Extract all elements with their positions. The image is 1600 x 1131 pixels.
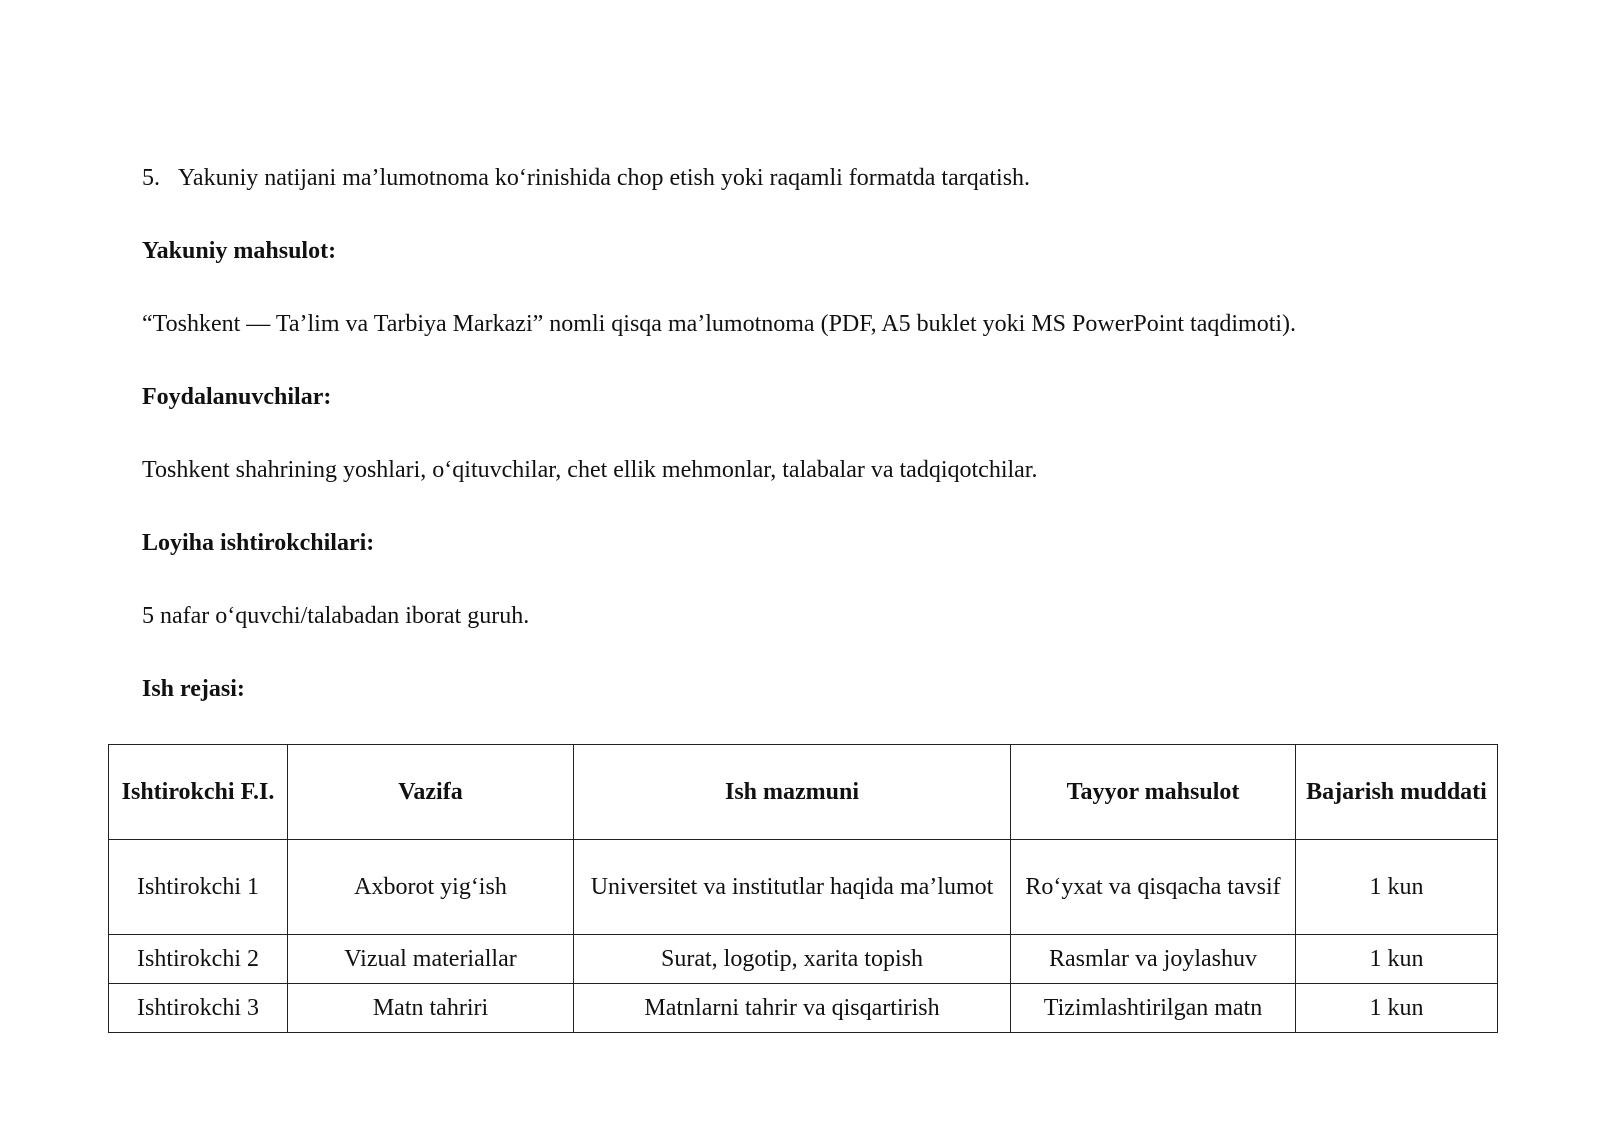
final-product-heading: Yakuniy mahsulot: [142, 238, 337, 264]
participants-heading: Loyiha ishtirokchilari: [142, 530, 375, 556]
header-task: Vazifa [288, 745, 574, 840]
table-row [109, 840, 1498, 935]
cell-content: Surat, logotip, xarita topish [574, 935, 1011, 984]
cell-content: Universitet va institutlar haqida ma’lumot [574, 840, 1011, 935]
cell-participant: Ishtirokchi 1 [109, 840, 288, 935]
table-header-row [109, 745, 1498, 840]
cell-product: Ro‘yxat va qisqacha tavsif [1011, 840, 1296, 935]
cell-product: Rasmlar va joylashuv [1011, 935, 1296, 984]
list-item-number: 5. [142, 165, 160, 191]
list-item-text: Yakuniy natijani ma’lumotnoma ko‘rinishida chop etish yoki raqamli formatda tarqatish. [178, 165, 1031, 191]
cell-deadline: 1 kun [1296, 840, 1498, 935]
table-row [109, 935, 1498, 984]
cell-task: Matn tahriri [288, 984, 574, 1033]
list-item-5 [142, 163, 1030, 193]
cell-deadline: 1 kun [1296, 935, 1498, 984]
cell-participant: Ishtirokchi 3 [109, 984, 288, 1033]
users-text: Toshkent shahrining yoshlari, o‘qituvchilar, chet ellik mehmonlar, talabalar va tadqiqotchilar. [142, 457, 1038, 483]
users-heading: Foydalanuvchilar: [142, 384, 332, 410]
header-content: Ish mazmuni [574, 745, 1011, 840]
cell-task: Axborot yig‘ish [288, 840, 574, 935]
table-row [109, 984, 1498, 1033]
cell-participant: Ishtirokchi 2 [109, 935, 288, 984]
header-deadline: Bajarish muddati [1296, 745, 1498, 840]
final-product-text: “Toshkent — Ta’lim va Tarbiya Markazi” nomli qisqa ma’lumotnoma (PDF, A5 buklet yoki MS PowerPoint taqdimoti). [142, 311, 1297, 337]
cell-content: Matnlarni tahrir va qisqartirish [574, 984, 1011, 1033]
cell-task: Vizual materiallar [288, 935, 574, 984]
cell-deadline: 1 kun [1296, 984, 1498, 1033]
work-plan-heading: Ish rejasi: [142, 676, 245, 702]
header-participant: Ishtirokchi F.I. [109, 745, 288, 840]
header-product: Tayyor mahsulot [1011, 745, 1296, 840]
cell-product: Tizimlashtirilgan matn [1011, 984, 1296, 1033]
participants-text: 5 nafar o‘quvchi/talabadan iborat guruh. [142, 603, 530, 629]
work-plan-table [108, 744, 1498, 1033]
